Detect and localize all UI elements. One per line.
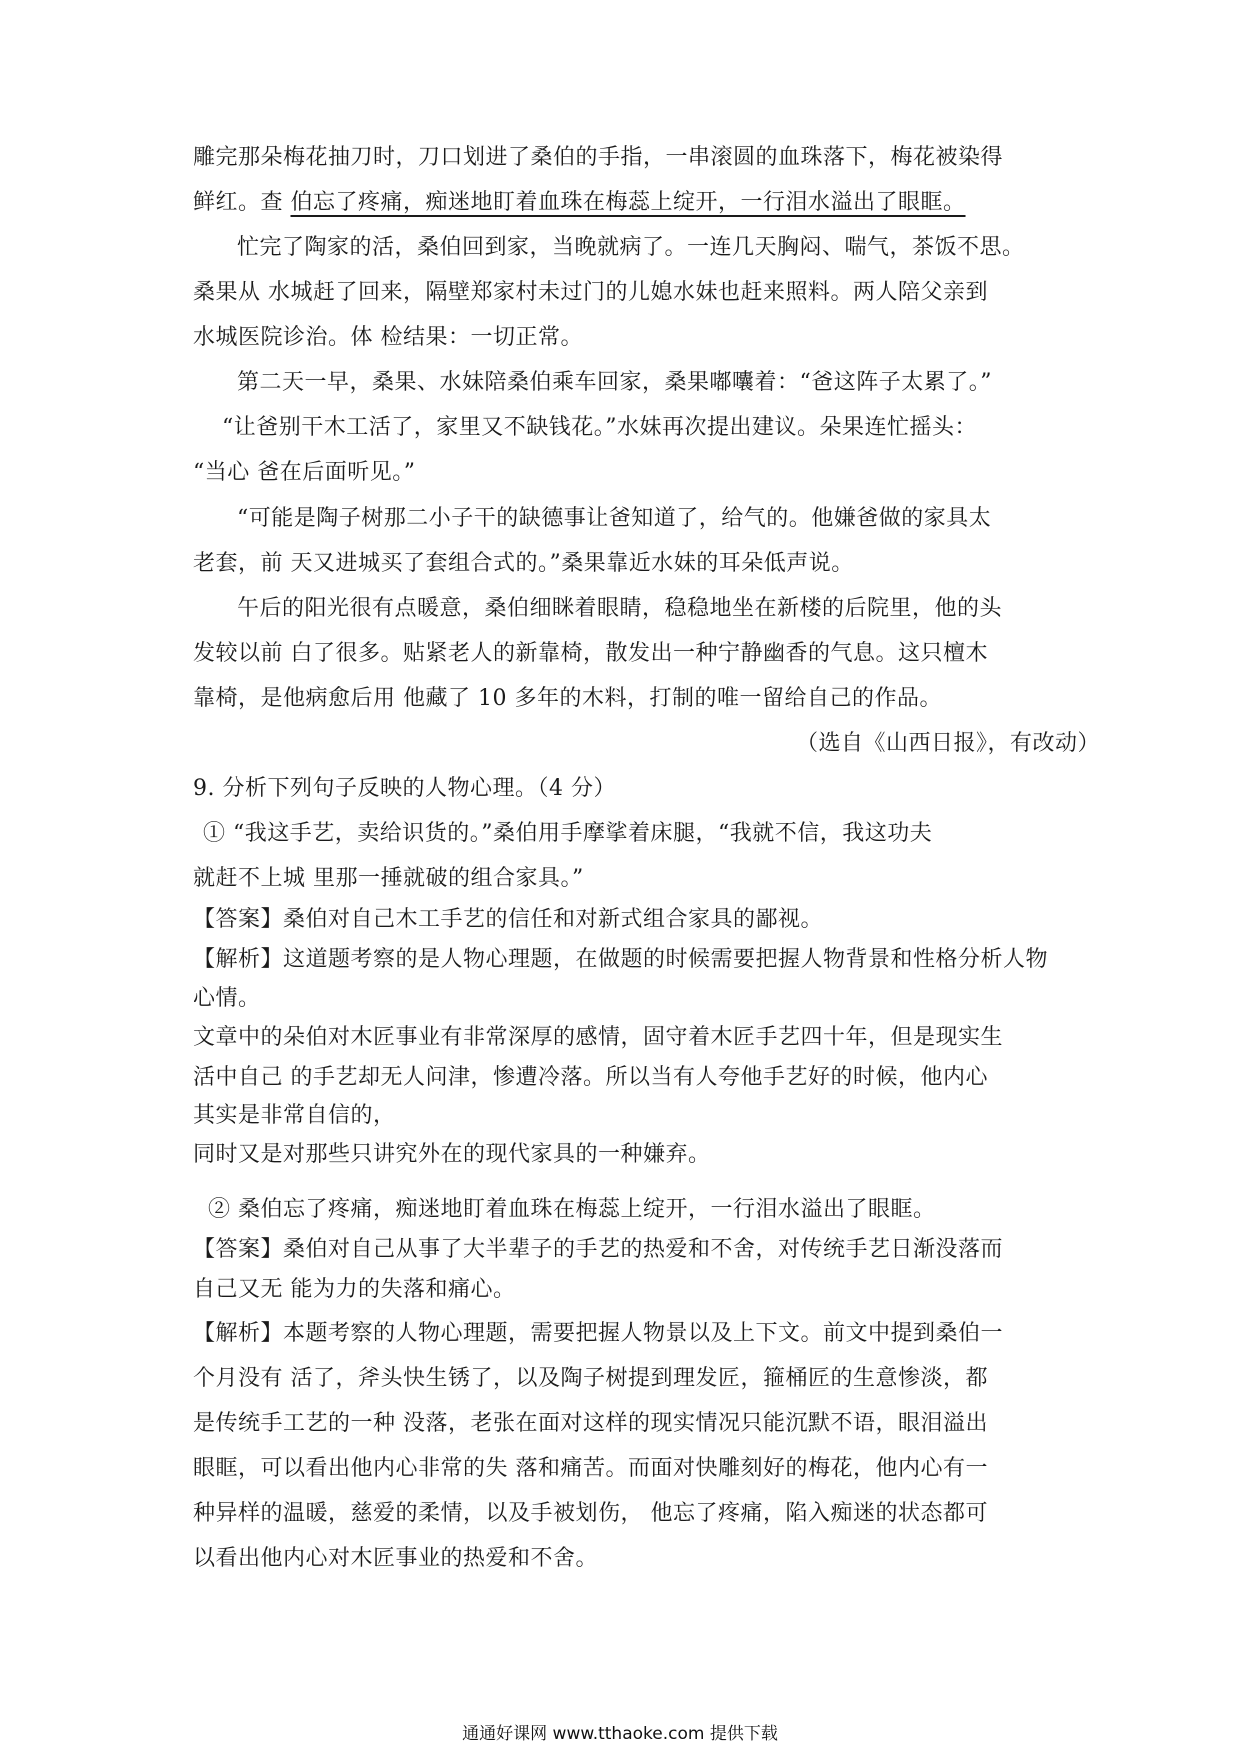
analysis-2-line-1: 【解析】本题考察的人物心理题，需要把握人物景以及上下文。前文中提到桑伯一 [193,1321,1004,1346]
story-line-9: “可能是陶子树那二小子干的缺德事让爸知道了，给气的。他嫌爸做的家具太 [237,506,992,531]
analysis-1-line-1: 【解析】这道题考察的是人物心理题，在做题的时候需要把握人物背景和性格分析人物 [193,947,1049,972]
analysis-1-line-2: 心情。 [193,986,261,1011]
story-line-10: 老套，前 天又进城买了套组合式的。”桑果靠近水妹的耳朵低声说。 [193,551,854,576]
analysis-1-line-6: 同时又是对那些只讲究外在的现代家具的一种嫌弃。 [193,1142,711,1167]
sentence-1-line-2: 就赶不上城 里那一捶就破的组合家具。” [193,866,584,891]
story-line-3: 忙完了陶家的活，桑伯回到家，当晚就病了。一连几天胸闷、喘气，茶饭不思。 [237,235,1025,260]
story-line-4: 桑果从 水城赶了回来，隔壁郑家村未过门的儿媳水妹也赶来照料。两人陪父亲到 [193,280,988,305]
answer-2-line-1: 【答案】桑伯对自己从事了大半辈子的手艺的热爱和不舍，对传统手艺日渐没落而 [193,1237,1004,1262]
story-line-11: 午后的阳光很有点暖意，桑伯细眯着眼睛，稳稳地坐在新楼的后院里，他的头 [237,596,1003,621]
story-line-1: 雕完那朵梅花抽刀时，刀口划进了桑伯的手指，一串滚圆的血珠落下，梅花被染得 [193,145,1004,170]
story-line-2 [193,188,966,218]
sentence-1-line-1: ① “我这手艺，卖给识货的。”桑伯用手摩挲着床腿，“我就不信，我这功夫 [203,821,933,846]
analysis-2-line-6: 以看出他内心对木匠事业的热爱和不舍。 [193,1546,599,1571]
story-line-5: 水城医院诊治。体 检结果：一切正常。 [193,325,583,350]
story-line-13: 靠椅，是他病愈后用 他藏了 10 多年的木料，打制的唯一留给自己的作品。 [193,686,942,711]
story-source: （选自《山西日报》，有改动） [796,731,1101,756]
story-line-6: 第二天一早，桑果、水妹陪桑伯乘车回家，桑果嘟囔着：“爸这阵子太累了。” [237,370,992,395]
story-line-12: 发较以前 白了很多。贴紧老人的新靠椅，散发出一种宁静幽香的气息。这只檀木 [193,641,988,666]
analysis-2-line-4: 眼眶，可以看出他内心非常的失 落和痛苦。而面对快雕刻好的梅花，他内心有一 [193,1456,988,1481]
analysis-2-line-2: 个月没有 活了，斧头快生锈了，以及陶子树提到理发匠，箍桶匠的生意惨淡，都 [193,1366,988,1391]
analysis-2-line-3: 是传统手工艺的一种 没落，老张在面对这样的现实情况只能沉默不语，眼泪溢出 [193,1411,988,1436]
analysis-1-line-5: 其实是非常自信的， [193,1103,396,1128]
story-line-7: “让爸别干木工活了，家里又不缺钱花。”水妹再次提出建议。朵果连忙摇头： [222,415,977,440]
analysis-1-line-4: 活中自己 的手艺却无人问津，惨遭冷落。所以当有人夸他手艺好的时候，他内心 [193,1065,988,1090]
question-title: 9. 分析下列句子反映的人物心理。（4 分） [193,776,616,801]
analysis-2-line-5: 种异样的温暖，慈爱的柔情，以及手被划伤， 他忘了疼痛，陷入痴迷的状态都可 [193,1501,988,1526]
underlined-sentence: 伯忘了疼痛，痴迷地盯着血珠在梅蕊上绽开，一行泪水溢出了眼眶。 [290,190,966,215]
answer-1: 【答案】桑伯对自己木工手艺的信任和对新式组合家具的鄙视。 [193,907,824,932]
answer-2-line-2: 自己又无 能为力的失落和痛心。 [193,1277,516,1302]
analysis-1-line-3: 文章中的朵伯对木匠事业有非常深厚的感情，固守着木匠手艺四十年，但是现实生 [193,1025,1004,1050]
page-footer: 通通好课网 www.tthaoke.com 提供下载 [462,1724,778,1744]
story-line-2-start: 鲜红。查 [193,190,291,215]
sentence-2: ② 桑伯忘了疼痛，痴迷地盯着血珠在梅蕊上绽开，一行泪水溢出了眼眶。 [208,1197,936,1222]
story-line-8: “当心 爸在后面听见。” [193,460,416,485]
